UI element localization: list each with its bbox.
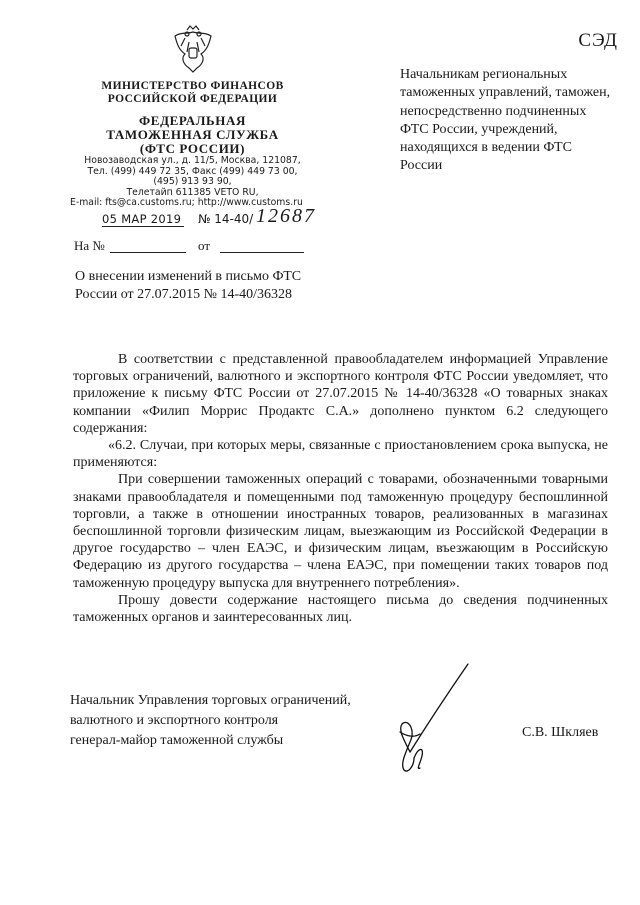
- body-paragraph-3: При совершении таможенных операций с товарами, обозначенными товарными знаками правообладателя и помещенными под таможенную процедуру беспошлинной торговли, а также в отношении иностранных товаров, реализованных в магазинах беспошлинной торговли физическим лицам, выезжающим из Российской Федерации в другое государство – член ЕАЭС, и физическим лицам, въезжающим в Российскую Федерацию из другого государства – члена ЕАЭС, при помещении таких товаров под таможенную процедуру выпуска для внутреннего потребления».: [73, 472, 608, 591]
- position-line-3: генерал-майор таможенной службы: [70, 733, 284, 748]
- registration-number-handwritten: 12687: [256, 205, 316, 227]
- body-paragraph-2: «6.2. Случаи, при которых меры, связанные с приостановлением срока выпуска, не применяются:: [73, 438, 608, 471]
- from-blank-line: [220, 252, 304, 253]
- letter-subject: О внесении изменений в письмо ФТС России от 27.07.2015 № 14-40/36328: [75, 269, 302, 302]
- handwritten-signature-icon: [380, 660, 490, 780]
- sed-stamp: СЭД: [578, 30, 618, 51]
- address-line: Новозаводская ул., д. 11/5, Москва, 121087,: [84, 155, 301, 166]
- teletype-line: Телетайп 611385 VETO RU,: [126, 186, 259, 198]
- addressee: Начальникам региональных таможенных управлений, таможен, непосредственно подчиненных ФТС России, учреждений, находящихся в ведении ФТС России: [400, 67, 611, 174]
- letterhead: [70, 80, 315, 156]
- body-paragraph-1: В соответствии с представленной правообладателем информацией Управление торговых ограничений, валютного и экспортного контроля ФТС России уведомляет, что приложение к письму ФТС России от 27.07.2015 № 14-40/36328 «О товарных знаках компании «Филип Моррис Продактс С.А.» дополнено пунктом 6.2 следующего содержания:: [73, 352, 608, 436]
- service-name: ФЕДЕРАЛЬНАЯ ТАМОЖЕННАЯ СЛУЖБА (ФТС РОССИИ): [106, 113, 279, 156]
- contact-block: [70, 156, 315, 209]
- from-label: от: [198, 238, 211, 253]
- signatory-name: С.В. Шкляев: [522, 725, 599, 740]
- body-paragraph-4: Прошу довести содержание настоящего письма до сведения подчиненных таможенных органов и заинтересованных лиц.: [73, 592, 608, 626]
- coat-of-arms-icon: [171, 24, 215, 74]
- reference-label: На №: [74, 238, 105, 253]
- position-line-2: валютного и экспортного контроля: [70, 713, 279, 728]
- position-line-1: Начальник Управления торговых ограничений,: [70, 693, 351, 708]
- registration-date: 05 МАР 2019: [102, 212, 184, 227]
- signatory-position: [70, 691, 400, 751]
- reference-blank-line: [110, 252, 186, 253]
- phone-line: Тел. (499) 449 72 35, Факс (499) 449 73 00,: [87, 165, 298, 177]
- registration-number-label: № 14-40/: [198, 212, 254, 226]
- email-line: E-mail: fts@ca.customs.ru; http://www.customs.ru: [70, 197, 303, 209]
- ministry-name: МИНИСТЕРСТВО ФИНАНСОВ РОССИЙСКОЙ ФЕДЕРАЦИИ: [101, 80, 284, 105]
- letter-body: [73, 351, 608, 626]
- phone-line-2: (495) 913 93 90,: [153, 176, 232, 188]
